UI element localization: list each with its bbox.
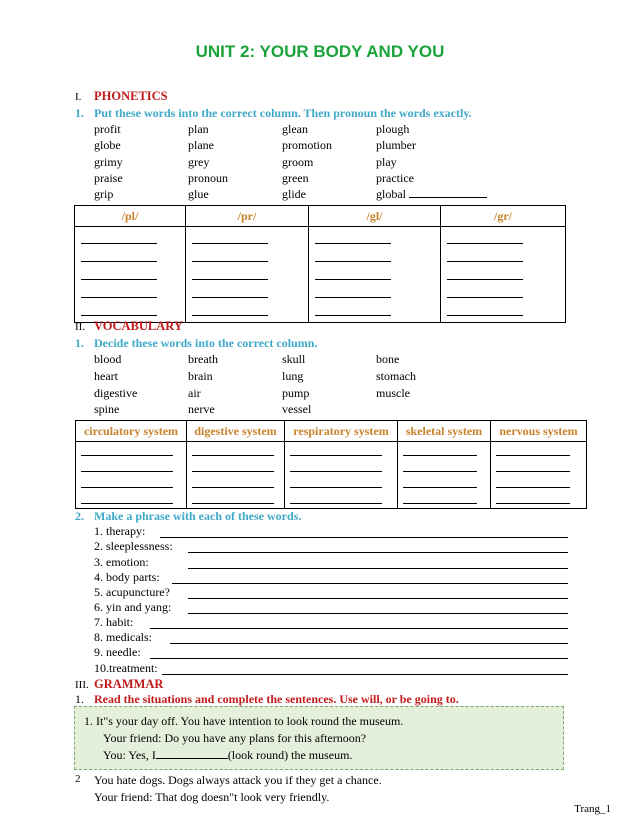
word: stomach: [376, 369, 416, 383]
word: groom: [282, 155, 314, 169]
answer-cell: [76, 442, 187, 509]
word: plan: [188, 122, 209, 136]
question-number: 1.: [75, 336, 84, 350]
phrase-item: [94, 645, 568, 659]
answer-blank[interactable]: [192, 455, 274, 456]
answer-blank[interactable]: [81, 279, 157, 280]
answer-blank[interactable]: [447, 279, 523, 280]
word: nerve: [188, 402, 215, 416]
word: bone: [376, 352, 400, 366]
word: heart: [94, 369, 118, 383]
phrase-item: [94, 630, 568, 644]
phonetics-question-1: [75, 106, 472, 121]
answer-blank[interactable]: [496, 503, 570, 504]
phrase-item: [94, 585, 568, 599]
answer-blank[interactable]: [81, 297, 157, 298]
word: praise: [94, 171, 123, 185]
answer-blank[interactable]: [81, 455, 173, 456]
answer-blank[interactable]: [409, 187, 487, 198]
page-title: UNIT 2: YOUR BODY AND YOU: [195, 42, 445, 61]
answer-blank[interactable]: [192, 315, 268, 316]
section-title: GRAMMAR: [94, 677, 164, 691]
answer-blank[interactable]: [496, 455, 570, 456]
answer-blank[interactable]: [81, 315, 157, 316]
answer-blank[interactable]: [403, 471, 477, 472]
word: grimy: [94, 155, 123, 169]
answer-blank[interactable]: [403, 455, 477, 456]
question-text: Decide these words into the correct column.: [94, 336, 318, 350]
word: vessel: [282, 402, 312, 416]
word: glue: [188, 187, 209, 201]
answer-cell: [441, 227, 566, 323]
word: lung: [282, 369, 304, 383]
item-number: 2: [75, 773, 81, 785]
answer-blank[interactable]: [315, 243, 391, 244]
section-title: VOCABULARY: [94, 319, 183, 333]
section-number: I.: [75, 91, 82, 103]
word: practice: [376, 171, 414, 185]
phrase-label: 3. emotion:: [94, 555, 149, 569]
answer-blank[interactable]: [290, 503, 382, 504]
answer-cell: [187, 442, 285, 509]
section-title: PHONETICS: [94, 89, 168, 103]
word: global: [376, 187, 406, 201]
phrase-label: 4. body parts:: [94, 570, 160, 584]
answer-blank[interactable]: [403, 487, 477, 488]
question-text: Read the situations and complete the sentences. Use will, or be going to.: [94, 692, 459, 706]
section-number: II.: [75, 321, 86, 333]
word: air: [188, 386, 201, 400]
phonetics-answer-table: [74, 205, 566, 323]
answer-blank[interactable]: [447, 261, 523, 262]
column-header: nervous system: [491, 421, 587, 442]
phrase-label: 2. sleeplessness:: [94, 539, 173, 553]
answer-blank[interactable]: [315, 261, 391, 262]
answer-blank[interactable]: [192, 487, 274, 488]
answer-blank[interactable]: [81, 471, 173, 472]
answer-blank[interactable]: [290, 471, 382, 472]
column-header: digestive system: [187, 421, 285, 442]
answer-blank[interactable]: [192, 471, 274, 472]
column-header: skeletal system: [398, 421, 491, 442]
section-vocabulary-heading: [75, 319, 183, 334]
example-text: You: Yes, I: [103, 748, 156, 762]
answer-line[interactable]: [188, 613, 568, 614]
word: pump: [282, 386, 310, 400]
word: digestive: [94, 386, 138, 400]
column-header: /pr/: [186, 206, 309, 227]
answer-line[interactable]: [188, 598, 568, 599]
answer-line[interactable]: [150, 658, 568, 659]
answer-blank[interactable]: [447, 315, 523, 316]
answer-blank[interactable]: [81, 261, 157, 262]
question-number: 2.: [75, 509, 84, 523]
answer-blank[interactable]: [192, 243, 268, 244]
word: plumber: [376, 138, 416, 152]
answer-cell: [186, 227, 309, 323]
question-text: Make a phrase with each of these words.: [94, 509, 302, 523]
column-header: /gr/: [441, 206, 566, 227]
example-text: (look round) the museum.: [227, 748, 353, 762]
answer-blank[interactable]: [81, 487, 173, 488]
answer-blank[interactable]: [81, 503, 173, 504]
answer-line[interactable]: [188, 568, 568, 569]
answer-blank[interactable]: [403, 503, 477, 504]
column-header: /gl/: [309, 206, 441, 227]
phrase-item: [94, 661, 568, 675]
answer-cell: [398, 442, 491, 509]
grammar-question-1: [75, 692, 459, 707]
answer-cell: [75, 227, 186, 323]
phrase-item: [94, 539, 568, 553]
question-number: 1.: [75, 692, 84, 706]
phrase-label: 6. yin and yang:: [94, 600, 172, 614]
word: glide: [282, 187, 306, 201]
phrase-label: 9. needle:: [94, 645, 141, 659]
phrase-item: [94, 524, 568, 538]
answer-cell: [285, 442, 398, 509]
word: profit: [94, 122, 121, 136]
word: green: [282, 171, 309, 185]
answer-blank[interactable]: [447, 243, 523, 244]
word: muscle: [376, 386, 410, 400]
word: glean: [282, 122, 308, 136]
word: spine: [94, 402, 120, 416]
answer-blank[interactable]: [156, 748, 228, 759]
column-header: respiratory system: [285, 421, 398, 442]
phrase-item: [94, 615, 568, 629]
word: brain: [188, 369, 213, 383]
word: globe: [94, 138, 121, 152]
vocabulary-answer-table: [75, 420, 587, 509]
question-text: Put these words into the correct column. Then pronoun the words exactly.: [94, 106, 472, 120]
phrase-item: [94, 555, 568, 569]
phrase-label: 8. medicals:: [94, 630, 152, 644]
word: pronoun: [188, 171, 228, 185]
phrase-label: 7. habit:: [94, 615, 134, 629]
section-number: III.: [75, 679, 89, 691]
word: breath: [188, 352, 218, 366]
section-grammar-heading: [75, 677, 163, 692]
word: plough: [376, 122, 410, 136]
answer-blank[interactable]: [496, 487, 570, 488]
answer-blank[interactable]: [81, 243, 157, 244]
word: promotion: [282, 138, 332, 152]
example-box: [74, 706, 564, 770]
answer-blank[interactable]: [290, 455, 382, 456]
question-number: 1.: [75, 106, 84, 120]
answer-blank[interactable]: [192, 503, 274, 504]
answer-line[interactable]: [150, 628, 568, 629]
word: play: [376, 155, 397, 169]
answer-blank[interactable]: [192, 297, 268, 298]
word: blood: [94, 352, 122, 366]
phrase-item: [94, 570, 568, 584]
answer-line[interactable]: [160, 537, 568, 538]
word-with-blank: [376, 187, 487, 202]
answer-line[interactable]: [188, 552, 568, 553]
phrase-label: 5. acupuncture?: [94, 585, 170, 599]
word: skull: [282, 352, 306, 366]
answer-blank[interactable]: [315, 297, 391, 298]
column-header: circulatory system: [76, 421, 187, 442]
example-line: Your friend: Do you have any plans for this afternoon?: [103, 731, 367, 745]
answer-blank[interactable]: [447, 297, 523, 298]
phrase-label: 10.treatment:: [94, 661, 158, 675]
page-number: Trang_1: [574, 803, 611, 815]
answer-line[interactable]: [170, 643, 568, 644]
phrase-label: 1. therapy:: [94, 524, 146, 538]
column-header: /pl/: [75, 206, 186, 227]
word: grip: [94, 187, 114, 201]
word: grey: [188, 155, 210, 169]
answer-cell: [309, 227, 441, 323]
word: plane: [188, 138, 214, 152]
example-line: [103, 748, 352, 763]
example-line: 1. It"s your day off. You have intention to look round the museum.: [84, 714, 404, 728]
section-phonetics-heading: [75, 89, 168, 104]
answer-blank[interactable]: [192, 279, 268, 280]
dialogue-line: Your friend: That dog doesn"t look very friendly.: [94, 790, 330, 804]
answer-blank[interactable]: [496, 471, 570, 472]
answer-blank[interactable]: [192, 261, 268, 262]
answer-blank[interactable]: [315, 279, 391, 280]
answer-line[interactable]: [172, 583, 568, 584]
situation-text: You hate dogs. Dogs always attack you if they get a chance.: [94, 773, 382, 787]
vocabulary-question-2: [75, 509, 301, 524]
vocabulary-question-1: [75, 336, 317, 351]
answer-line[interactable]: [162, 674, 568, 675]
answer-blank[interactable]: [290, 487, 382, 488]
answer-blank[interactable]: [315, 315, 391, 316]
phrase-item: [94, 600, 568, 614]
answer-cell: [491, 442, 587, 509]
